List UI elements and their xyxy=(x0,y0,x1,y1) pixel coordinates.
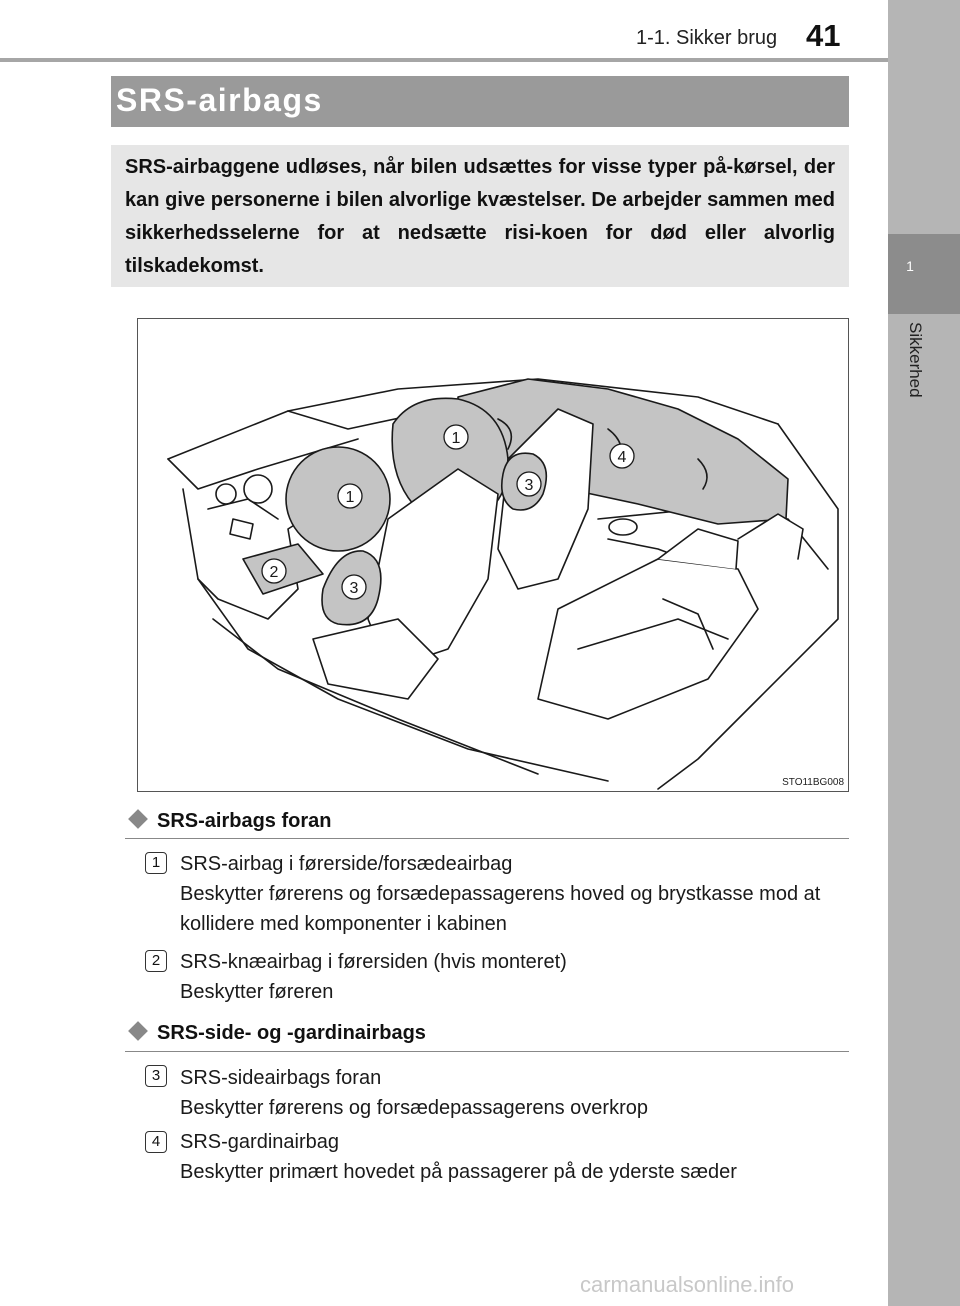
section-rule xyxy=(125,838,849,839)
watermark: carmanualsonline.info xyxy=(580,1272,795,1297)
callout-1-passenger: 1 xyxy=(451,430,461,447)
illustration-code: STO11BG008 xyxy=(782,777,844,788)
chapter-number-box xyxy=(888,234,960,314)
item-title: SRS-gardinairbag xyxy=(180,1131,339,1153)
item-description: Beskytter førerens og forsædepassagerens overkrop xyxy=(180,1097,648,1119)
section-rule xyxy=(125,1051,849,1052)
item-description: Beskytter førerens og forsædepassagerens hoved og brystkasse mod at kollidere med komponenter i kabinen xyxy=(180,883,821,935)
chapter-number: 1 xyxy=(906,258,914,274)
section-heading-side-curtain xyxy=(125,1022,426,1045)
section-title: 1-1. Sikker brug xyxy=(636,27,778,49)
item-description: Beskytter primært hovedet på passagerer på de yderste sæder xyxy=(180,1161,737,1183)
page-number: 41 xyxy=(806,18,841,53)
item-title: SRS-sideairbags foran xyxy=(180,1067,382,1089)
header-rule xyxy=(0,58,888,62)
callout-4-curtain: 4 xyxy=(617,449,627,466)
item-description: Beskytter føreren xyxy=(180,981,334,1003)
section-heading-front xyxy=(125,810,331,833)
callout-3-passenger-side: 3 xyxy=(524,477,534,494)
page-title: SRS-airbags xyxy=(116,82,323,118)
car-interior-drawing xyxy=(138,319,848,791)
airbag-illustration xyxy=(137,318,849,792)
item-number-badge: 1 xyxy=(145,852,167,874)
callout-2-knee: 2 xyxy=(269,564,279,581)
item-title: SRS-airbag i førerside/forsædeairbag xyxy=(180,853,513,875)
intro-text: SRS-airbaggene udløses, når bilen udsættes for visse typer på-kørsel, der kan give personerne i bilen alvorlige kvæstelser. De arbejder sammen med sikkerhedsselerne for at nedsætte risi-koen for død eller alvorlig tilskadekomst. xyxy=(125,156,835,277)
chapter-label: Sikkerhed xyxy=(906,322,925,398)
chapter-side-tab xyxy=(888,0,960,1306)
item-number-badge: 2 xyxy=(145,950,167,972)
item-title: SRS-knæairbag i førersiden (hvis monteret) xyxy=(180,951,567,973)
section-heading-text: SRS-side- og -gardinairbags xyxy=(157,1022,426,1044)
section-heading-text: SRS-airbags foran xyxy=(157,810,332,832)
item-number-badge: 3 xyxy=(145,1065,167,1087)
callout-1-driver: 1 xyxy=(345,489,355,506)
diamond-bullet-icon xyxy=(128,1021,148,1041)
item-number-badge: 4 xyxy=(145,1131,167,1153)
diamond-bullet-icon xyxy=(128,809,148,829)
callout-3-driver-side: 3 xyxy=(349,580,359,597)
